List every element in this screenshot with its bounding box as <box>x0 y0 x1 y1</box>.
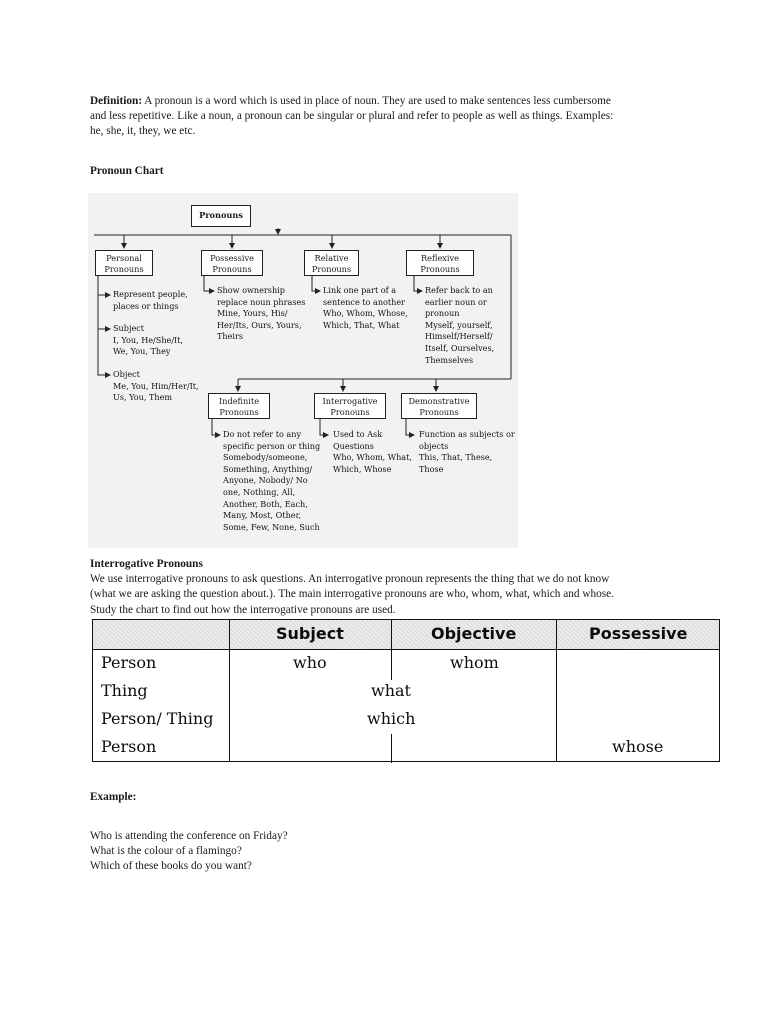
indefinite-pronouns-box: Indefinite Pronouns <box>208 393 270 419</box>
relative-notes: Link one part of a sentence to another Who, Whom, Whose, Which, That, What <box>323 285 408 330</box>
header-subject: Subject <box>276 624 344 643</box>
example-line: Which of these books do you want? <box>90 860 252 873</box>
cell-subject: who <box>293 653 327 672</box>
definition-text-1: A pronoun is a word which is used in place of noun. They are used to make sentences less cumbersome <box>142 95 611 107</box>
interrogative-text-1: We use interrogative pronouns to ask questions. An interrogative pronoun represents the thing that we do not know <box>90 573 610 586</box>
example-line: Who is attending the conference on Friday? <box>90 830 288 842</box>
definition-text-3: he, she, it, they, we etc. <box>90 125 196 138</box>
possessive-notes: Show ownership replace noun phrases Mine, Yours, His/ Her/Its, Ours, Yours, Theirs <box>217 285 306 342</box>
interrogative-notes: Used to Ask Questions Who, Whom, What, Which, Whose <box>333 429 412 474</box>
cell-merged: what <box>371 681 411 700</box>
example-list <box>90 829 288 875</box>
definition-label: Definition: <box>90 95 143 107</box>
example-line: What is the colour of a flamingo? <box>90 845 242 858</box>
reflexive-notes: Refer back to an earlier noun or pronoun Myself, yourself, Himself/Herself/ Itself, Ourselves, Themselves <box>425 285 495 365</box>
table-divider <box>391 734 392 763</box>
indefinite-notes: Do not refer to any specific person or thing Somebody/someone, Something, Anything/ Anyone, Nobody/ No one, Nothing, All, Another, Both, Each, Many, Most, Other, Some, Few, None, Such <box>223 429 321 532</box>
interrogative-text-3: Study the chart to find out how the interrogative pronouns are used. <box>90 603 396 616</box>
interrogative-heading: Interrogative Pronouns <box>90 558 203 570</box>
cell-objective: whom <box>450 653 499 672</box>
table-divider <box>391 620 392 680</box>
pronouns-root-box: Pronouns <box>191 205 251 227</box>
interrogative-table <box>92 619 720 762</box>
personal-pronouns-box: Personal Pronouns <box>95 250 153 276</box>
row-label: Person <box>101 737 157 756</box>
reflexive-pronouns-box: Reflexive Pronouns <box>406 250 474 276</box>
possessive-pronouns-box: Possessive Pronouns <box>201 250 263 276</box>
interrogative-section <box>90 557 720 618</box>
relative-pronouns-box: Relative Pronouns <box>304 250 359 276</box>
demonstrative-pronouns-box: Demonstrative Pronouns <box>401 393 477 419</box>
header-objective: Objective <box>431 624 517 643</box>
row-label: Thing <box>101 681 148 700</box>
cell-merged: which <box>367 709 416 728</box>
interrogative-text-2: (what we are asking the question about.). The main interrogative pronouns are who, whom, what, which and whose. <box>90 588 615 601</box>
personal-subject-notes: Subject I, You, He/She/It, We, You, They <box>113 323 184 357</box>
header-possessive: Possessive <box>589 624 688 643</box>
pronoun-diagram <box>88 193 518 548</box>
demonstrative-notes: Function as subjects or objects This, That, These, Those <box>419 429 515 474</box>
pronoun-chart-heading: Pronoun Chart <box>90 165 164 177</box>
table-divider <box>556 620 557 761</box>
definition-paragraph <box>90 94 710 140</box>
row-label: Person/ Thing <box>101 709 214 728</box>
row-label: Person <box>101 653 157 672</box>
interrogative-pronouns-box: Interrogative Pronouns <box>314 393 386 419</box>
personal-notes: Represent people, places or things <box>113 289 188 311</box>
personal-object-notes: Object Me, You, Him/Her/It, Us, You, Them <box>113 369 199 403</box>
cell-possessive: whose <box>612 737 664 756</box>
table-divider <box>229 620 230 761</box>
example-heading: Example: <box>90 791 137 803</box>
definition-text-2: and less repetitive. Like a noun, a pronoun can be singular or plural and refer to people as well as things. Examples: <box>90 110 614 123</box>
